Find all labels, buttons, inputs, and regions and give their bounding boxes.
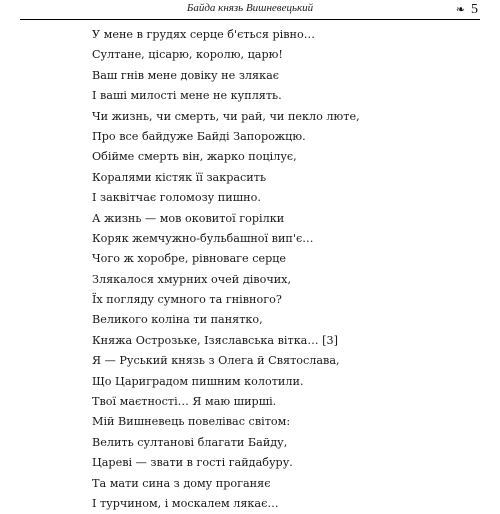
poem-line: Та мати сина з дому проганяє	[92, 476, 271, 490]
poem-line: Твої маєтності… Я маю ширші.	[92, 395, 277, 409]
poem-line: У мене в грудях серце б'ється рівно…	[92, 28, 315, 41]
poem-line: Великого коліна ти панятко,	[92, 313, 263, 327]
poem-line: Коралями кістяк її закрасить	[92, 170, 267, 184]
header-rule	[20, 19, 480, 20]
poem-line: Ваш гнів мене довіку не злякає	[92, 68, 280, 82]
poem-line: Обійме смерть він, жарко поцілує,	[92, 150, 297, 164]
poem-line: І турчином, і москалем лякає…	[92, 496, 279, 510]
page-number: 5	[471, 2, 478, 17]
page-header	[0, 0, 500, 24]
poem-body	[92, 25, 452, 514]
page-number-block	[456, 2, 478, 18]
fleuron-icon: ❧	[455, 3, 465, 16]
running-title: Байда князь Вишневецький	[186, 2, 314, 14]
poem-line: Княжа Острозьке, Ізяславська вітка… [3]	[92, 333, 338, 347]
poem-line: Злякалося хмурних очей дівочих,	[92, 272, 292, 286]
poem-line: Їх погляду сумного та гнівного?	[92, 293, 282, 307]
poem-line: Чи жизнь, чи смерть, чи рай, чи пекло люте,	[92, 109, 360, 123]
poem-line: Султане, цісарю, королю, царю!	[92, 48, 283, 62]
poem-line: Чого ж хоробре, рівноваге серце	[92, 252, 287, 266]
poem-line: Велить султанові благати Байду,	[92, 435, 288, 449]
poem-line: І ваші милості мене не куплять.	[92, 89, 282, 103]
poem-line: І заквітчає голомозу пишно.	[92, 191, 261, 205]
poem-line: Коряк жемчужно-бульбашної вип'є…	[92, 231, 314, 245]
poem-line: Цареві — звати в гості гайдабуру.	[92, 456, 293, 470]
poem-line: А жизнь — мов оковитої горілки	[92, 211, 285, 225]
poem-line: Про все байдуже Байді Запорожцю.	[92, 129, 306, 143]
poem-line: Я — Руський князь з Олега й Святослава,	[92, 354, 340, 368]
poem-line: Що Цариградом пишним колотили.	[92, 374, 304, 388]
poem-line: Мій Вишневець повелівас світом:	[92, 415, 291, 429]
